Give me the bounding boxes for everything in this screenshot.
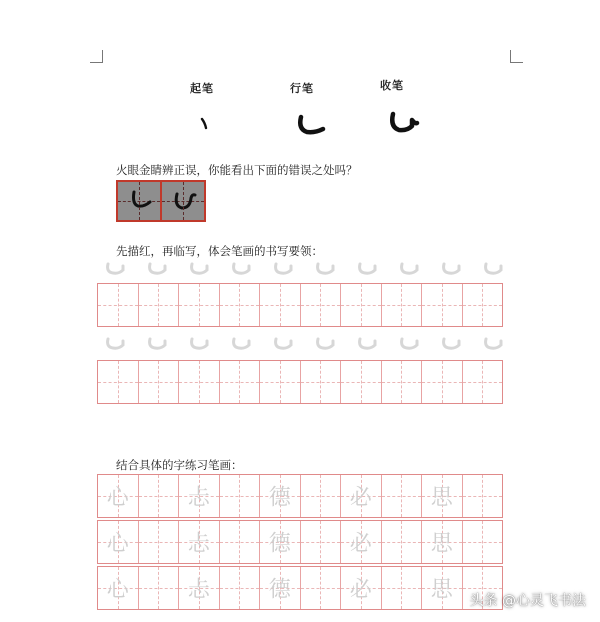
ghost-stroke-icon <box>398 262 420 276</box>
watermark: 头条 @心灵飞书法 <box>469 593 586 609</box>
grid-cell <box>301 284 342 326</box>
char-practice-row <box>97 566 503 610</box>
grid-cell <box>301 567 342 609</box>
trace-character: 心 <box>106 577 129 603</box>
grid-cell <box>341 361 382 403</box>
grid-cell <box>179 567 220 609</box>
trace-character: 必 <box>349 485 372 511</box>
grid-cell <box>179 361 220 403</box>
stage-label-start: 起笔 <box>190 82 214 95</box>
grid-cell <box>301 475 342 517</box>
grid-cell <box>341 475 382 517</box>
grid-cell <box>422 521 463 563</box>
grid-cell <box>220 284 261 326</box>
ghost-stroke-icon <box>230 262 252 276</box>
ghost-stroke-icon <box>482 262 504 276</box>
grid-cell <box>422 284 463 326</box>
grid-cell <box>98 521 139 563</box>
char-practice-row <box>97 474 503 518</box>
error-example-box <box>116 180 206 222</box>
grid-cell <box>98 567 139 609</box>
grid-cell <box>301 521 342 563</box>
char-practice-prompt: 结合具体的字练习笔画： <box>116 458 243 472</box>
grid-cell <box>422 475 463 517</box>
trace-character: 思 <box>430 531 453 557</box>
grid-cell <box>382 521 423 563</box>
grid-cell <box>463 521 503 563</box>
trace-character: 忐 <box>187 485 210 511</box>
trace-character: 心 <box>106 531 129 557</box>
grid-cell <box>179 284 220 326</box>
grid-cell <box>341 567 382 609</box>
ghost-stroke-icon <box>104 262 126 276</box>
stroke-start-icon <box>198 116 212 132</box>
ghost-stroke-icon <box>398 337 420 351</box>
trace-character: 必 <box>349 531 372 557</box>
grid-cell <box>139 521 180 563</box>
grid-cell <box>98 361 139 403</box>
error-prompt: 火眼金睛辨正误，你能看出下面的错误之处吗？ <box>116 163 358 177</box>
stage-label-end: 收笔 <box>380 79 404 92</box>
trace-character: 德 <box>268 485 291 511</box>
ghost-stroke-icon <box>440 337 462 351</box>
trace-character: 忐 <box>187 531 210 557</box>
grid-cell <box>139 567 180 609</box>
trace-character: 德 <box>268 577 291 603</box>
grid-cell <box>260 361 301 403</box>
grid-cell <box>422 361 463 403</box>
trace-prompt: 先描红，再临写，体会笔画的书写要领： <box>116 244 323 258</box>
trace-character: 思 <box>430 577 453 603</box>
ghost-stroke-icon <box>146 337 168 351</box>
grid-cell <box>463 361 503 403</box>
trace-ghost-row <box>104 337 504 353</box>
ghost-stroke-icon <box>356 262 378 276</box>
ghost-stroke-icon <box>188 262 210 276</box>
error-example-cell <box>118 182 162 220</box>
ghost-stroke-icon <box>272 337 294 351</box>
char-practice-row <box>97 520 503 564</box>
trace-character: 心 <box>106 485 129 511</box>
page-corner-mark <box>90 50 103 63</box>
grid-cell <box>220 475 261 517</box>
grid-cell <box>382 361 423 403</box>
grid-cell <box>422 567 463 609</box>
stroke-end-icon <box>386 110 420 136</box>
trace-character: 必 <box>349 577 372 603</box>
grid-cell <box>260 284 301 326</box>
grid-cell <box>341 284 382 326</box>
trace-character: 思 <box>430 485 453 511</box>
ghost-stroke-icon <box>440 262 462 276</box>
grid-cell <box>382 475 423 517</box>
trace-grid-row <box>97 360 503 404</box>
grid-cell <box>139 361 180 403</box>
grid-cell <box>139 475 180 517</box>
grid-cell <box>220 361 261 403</box>
grid-cell <box>98 475 139 517</box>
ghost-stroke-icon <box>104 337 126 351</box>
ghost-stroke-icon <box>230 337 252 351</box>
wrong-stroke-icon <box>162 182 205 220</box>
ghost-stroke-icon <box>188 337 210 351</box>
grid-cell <box>98 284 139 326</box>
grid-cell <box>220 521 261 563</box>
grid-cell <box>179 475 220 517</box>
grid-cell <box>463 284 503 326</box>
grid-cell <box>179 521 220 563</box>
ghost-stroke-icon <box>314 262 336 276</box>
grid-cell <box>260 567 301 609</box>
page-corner-mark <box>510 50 523 63</box>
wrong-stroke-icon <box>118 182 161 220</box>
ghost-stroke-icon <box>314 337 336 351</box>
trace-character: 德 <box>268 531 291 557</box>
ghost-stroke-icon <box>146 262 168 276</box>
grid-cell <box>301 361 342 403</box>
grid-cell <box>341 521 382 563</box>
stroke-move-icon <box>295 114 327 136</box>
error-example-cell <box>162 182 204 220</box>
ghost-stroke-icon <box>356 337 378 351</box>
grid-cell <box>220 567 261 609</box>
ghost-stroke-icon <box>272 262 294 276</box>
grid-cell <box>260 521 301 563</box>
grid-cell <box>260 475 301 517</box>
stage-label-move: 行笔 <box>290 82 314 95</box>
grid-cell <box>463 475 503 517</box>
trace-grid-row <box>97 283 503 327</box>
ghost-stroke-icon <box>482 337 504 351</box>
grid-cell <box>139 284 180 326</box>
trace-ghost-row <box>104 262 504 278</box>
grid-cell <box>382 284 423 326</box>
grid-cell <box>382 567 423 609</box>
trace-character: 忐 <box>187 577 210 603</box>
